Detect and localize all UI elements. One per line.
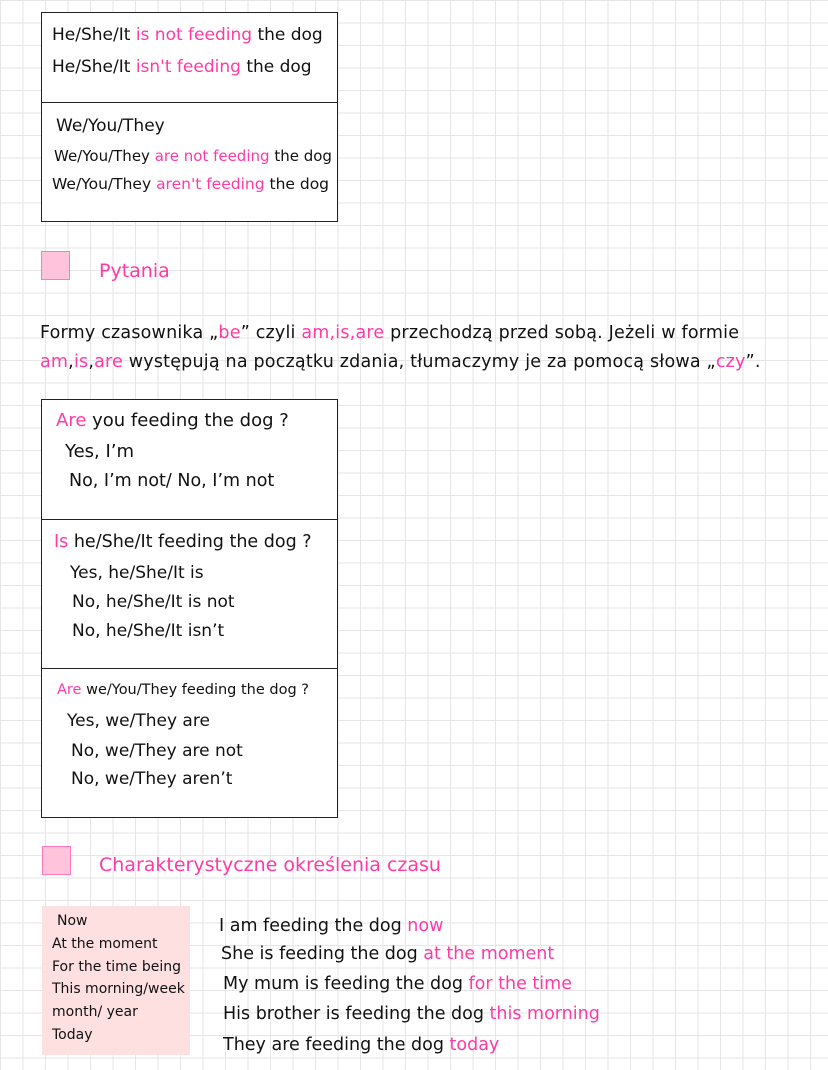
question-line [54, 532, 312, 552]
short-answer-no: No, I’m not/ No, I’m not [69, 471, 275, 491]
example-sentence [223, 1035, 499, 1055]
negative-line [52, 175, 329, 193]
question-line [57, 682, 309, 698]
pink-square-bullet [41, 251, 70, 280]
subject: We/You/They [54, 147, 150, 165]
paragraph-line-2 [40, 352, 761, 372]
object: the dog [257, 25, 323, 45]
paragraph-text: ” czyli [240, 323, 302, 343]
paragraph-text: przechodzą przed sobą. Jeżeli w formie [384, 323, 740, 343]
time-marker: now [407, 916, 444, 936]
sentence-text: His brother is feeding the dog [223, 1004, 490, 1024]
highlight-am: am [40, 352, 69, 372]
highlight-is: is [73, 352, 89, 372]
paragraph-line-1 [40, 323, 739, 343]
paragraph-text: , [88, 352, 95, 372]
negative-forms-table [41, 12, 338, 222]
highlight-forms: am,is,are [301, 323, 385, 343]
time-marker: for the time [468, 974, 572, 994]
sentence-text: They are feeding the dog [223, 1035, 450, 1055]
section-heading-questions: Pytania [99, 260, 170, 282]
paragraph-text: , [68, 352, 74, 372]
cell-header: We/You/They [56, 116, 165, 136]
sentence-text: I am feeding the dog [219, 916, 408, 936]
negative-line [52, 57, 312, 77]
highlight-are: are [94, 352, 123, 372]
subject: We/You/They [52, 175, 152, 193]
time-expression: month/ year [52, 1004, 138, 1020]
pink-square-bullet [42, 846, 71, 875]
negative-verb: is not feeding [135, 25, 253, 45]
negative-line [52, 25, 323, 45]
short-answer-no: No, we/They aren’t [71, 769, 233, 789]
short-answer-yes: Yes, I’m [65, 441, 135, 462]
time-expression: This morning/week [52, 981, 185, 997]
example-sentence [219, 916, 443, 936]
questions-table [41, 399, 338, 818]
negative-verb: aren't feeding [156, 175, 265, 193]
question-text: you feeding the dog ? [86, 410, 289, 431]
negative-we-you-they-cell [42, 102, 337, 221]
example-sentences [219, 916, 639, 1066]
question-you-cell [42, 400, 337, 519]
question-line [56, 410, 289, 431]
time-marker: today [449, 1035, 500, 1055]
example-sentence [221, 944, 554, 964]
paragraph-text: występują na początku zdania, tłumaczymy je za pomocą słowa „ [123, 352, 716, 372]
sentence-text: My mum is feeding the dog [223, 974, 469, 994]
time-expression: Today [52, 1027, 93, 1043]
section-heading-time-expressions: Charakterystyczne określenia czasu [99, 854, 441, 876]
negative-verb: are not feeding [154, 147, 270, 165]
negative-line [54, 147, 332, 165]
time-expression: At the moment [52, 936, 158, 952]
object: the dog [269, 175, 330, 193]
paragraph-text: ”. [745, 352, 761, 372]
short-answer-no: No, we/They are not [71, 741, 243, 761]
aux-verb: Are [56, 410, 87, 431]
short-answer-no: No, he/She/It is not [72, 592, 235, 612]
time-expressions-box [42, 906, 190, 1055]
time-marker: at the moment [423, 944, 555, 964]
aux-verb: Are [57, 682, 82, 698]
negative-verb: isn't feeding [135, 57, 241, 77]
time-marker: this morning [489, 1004, 600, 1024]
object: the dog [246, 57, 312, 77]
example-sentence [223, 974, 572, 994]
question-text: we/You/They feeding the dog ? [81, 682, 309, 698]
short-answer-no: No, he/She/It isn’t [72, 621, 225, 641]
time-expression: Now [57, 913, 88, 929]
question-we-cell [42, 668, 337, 817]
object: the dog [274, 147, 332, 165]
subject: He/She/It [52, 25, 131, 45]
example-sentence [223, 1004, 600, 1024]
short-answer-yes: Yes, we/They are [67, 711, 210, 731]
highlight-be: be [218, 323, 241, 343]
highlight-czy: czy [715, 352, 746, 372]
question-text: he/She/It feeding the dog ? [68, 532, 312, 552]
subject: He/She/It [52, 57, 131, 77]
short-answer-yes: Yes, he/She/It is [70, 563, 204, 583]
question-he-cell [42, 519, 337, 668]
time-expression: For the time being [52, 959, 181, 975]
paragraph-text: Formy czasownika „ [40, 323, 219, 343]
negative-he-she-it-cell [42, 13, 337, 102]
aux-verb: Is [54, 532, 69, 552]
sentence-text: She is feeding the dog [221, 944, 424, 964]
